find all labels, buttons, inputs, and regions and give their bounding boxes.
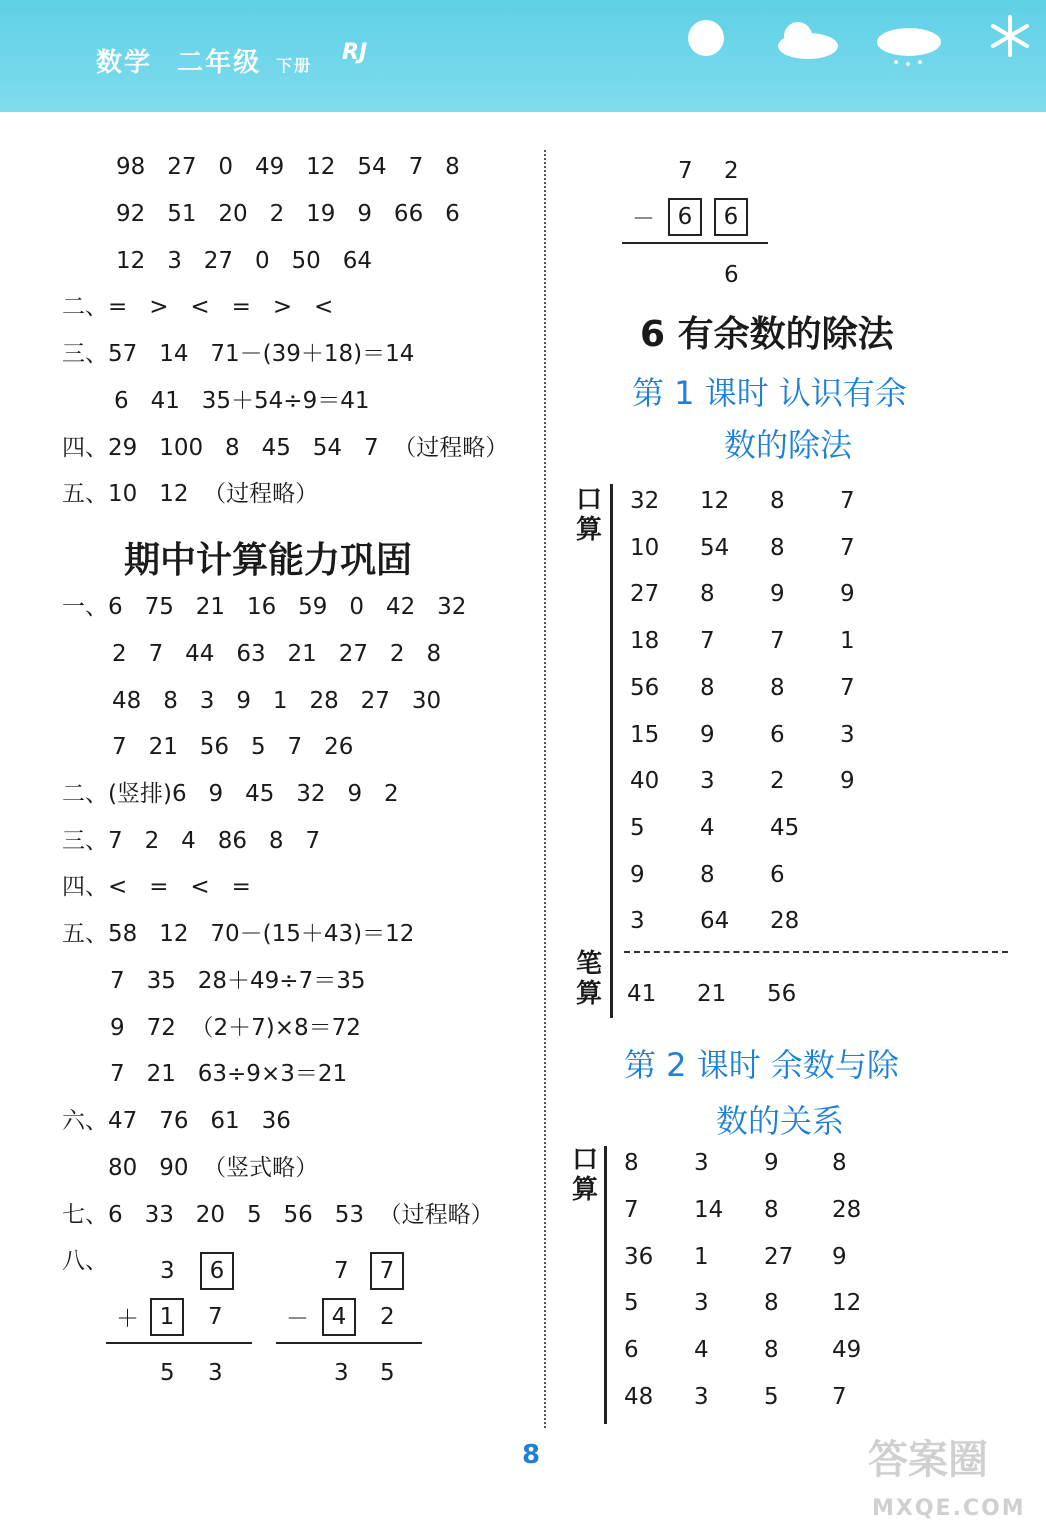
table-cell: 9 xyxy=(832,1243,847,1270)
table-cell: 8 xyxy=(700,581,715,608)
table-cell: 27 xyxy=(630,581,660,608)
answer-row: 四、29 100 8 45 54 7 （过程略） xyxy=(62,435,509,461)
table-cell: 2 xyxy=(770,768,785,795)
table-cell: 28 xyxy=(832,1196,862,1223)
table-cell: 3 xyxy=(840,721,855,748)
table-cell: 5 xyxy=(764,1384,779,1410)
rain-cloud-icon xyxy=(874,20,944,70)
answer-box: 4 xyxy=(322,1298,356,1336)
answer-row: 四、< = < = xyxy=(62,874,251,900)
column-divider xyxy=(544,150,546,1428)
label-char: 算 xyxy=(575,978,602,1009)
table-cell: 3 xyxy=(630,908,645,935)
unit-title: 6 有余数的除法 xyxy=(640,314,894,355)
page-header xyxy=(0,0,1046,112)
label-char: 口 xyxy=(571,1145,598,1175)
table-cell: 45 xyxy=(770,814,800,841)
calc-digit: 2 xyxy=(380,1304,395,1330)
table-cell: 7 xyxy=(700,628,715,655)
table-cell: 7 xyxy=(840,488,855,514)
snowflake-icon xyxy=(988,14,1032,58)
table-cell: 56 xyxy=(630,674,660,701)
calc-line xyxy=(276,1342,422,1344)
answer-row: 二、= > < = > < xyxy=(62,294,334,320)
sun-icon xyxy=(686,18,726,58)
calc-digit: 3 xyxy=(208,1360,223,1386)
answer-row: 9 72 （2＋7)×8＝72 xyxy=(110,1015,361,1041)
calc-digit: 7 xyxy=(334,1258,349,1284)
table-cell: 5 xyxy=(624,1290,639,1317)
calc-digit: 3 xyxy=(160,1258,175,1284)
answer-row: 48 8 3 9 1 28 27 30 xyxy=(112,688,442,714)
answer-row: 八、 xyxy=(62,1248,108,1274)
table-cell: 8 xyxy=(764,1337,779,1364)
volume-label: 下册 xyxy=(276,56,313,75)
table-cell: 8 xyxy=(624,1150,639,1176)
table-cell: 6 xyxy=(624,1337,639,1364)
table-cell: 6 xyxy=(770,861,785,888)
table-cell: 8 xyxy=(770,488,785,514)
table-cell: 9 xyxy=(770,581,785,608)
lesson-title: 数的关系 xyxy=(716,1102,845,1140)
table-divider xyxy=(604,1146,607,1424)
table-cell: 3 xyxy=(700,768,715,795)
oral-calc-label xyxy=(570,1146,600,1206)
table-cell: 7 xyxy=(840,674,855,701)
table-cell: 8 xyxy=(700,674,715,701)
answer-row: 7 21 63÷9×3＝21 xyxy=(110,1061,348,1087)
table-divider xyxy=(610,484,613,1018)
table-cell: 7 xyxy=(624,1196,639,1223)
table-cell: 7 xyxy=(770,628,785,655)
table-cell: 10 xyxy=(630,534,660,561)
answer-box: 6 xyxy=(714,198,748,236)
calc-digit: 7 xyxy=(678,158,693,184)
lesson-title: 第 2 课时 余数与除 xyxy=(624,1046,899,1084)
header-title xyxy=(96,42,312,79)
answer-row: 6 41 35＋54÷9＝41 xyxy=(114,388,370,414)
calc-digit: 7 xyxy=(208,1304,223,1330)
table-cell: 1 xyxy=(694,1243,709,1270)
label-char: 笔 xyxy=(575,949,602,979)
table-cell: 7 xyxy=(832,1384,847,1410)
calc-line xyxy=(106,1342,252,1344)
table-cell: 56 xyxy=(767,981,797,1007)
table-cell: 6 xyxy=(770,721,785,748)
table-cell: 49 xyxy=(832,1337,862,1364)
table-cell: 9 xyxy=(700,721,715,748)
calc-digit: 5 xyxy=(380,1360,395,1386)
label-char: 算 xyxy=(571,1174,598,1205)
answer-box: 6 xyxy=(200,1252,234,1290)
table-cell: 32 xyxy=(630,488,660,514)
lesson-title: 第 1 课时 认识有余 xyxy=(632,374,907,412)
table-cell: 8 xyxy=(764,1196,779,1223)
calc-operator: ＋ xyxy=(116,1306,139,1332)
answer-row: 六、47 76 61 36 xyxy=(62,1108,291,1134)
answer-row: 7 35 28＋49÷7＝35 xyxy=(110,968,366,994)
table-cell: 4 xyxy=(700,814,715,841)
calc-digit: 3 xyxy=(334,1360,349,1386)
cloud-sun-icon xyxy=(770,14,840,62)
watermark: 答案圈 xyxy=(868,1437,988,1483)
table-cell: 3 xyxy=(694,1384,709,1410)
table-cell: 12 xyxy=(832,1290,862,1317)
calc-operator: － xyxy=(632,206,655,232)
written-calc-label xyxy=(574,950,604,1010)
oral-calc-label xyxy=(574,486,604,546)
calc-digit: 6 xyxy=(724,262,739,288)
grade-label: 二年级 xyxy=(177,48,262,78)
dashed-separator xyxy=(624,951,1008,953)
edition-badge: RJ xyxy=(342,40,368,65)
answer-row: 80 90 （竖式略） xyxy=(108,1155,319,1181)
table-cell: 3 xyxy=(694,1290,709,1317)
label-char: 算 xyxy=(575,514,602,545)
table-cell: 48 xyxy=(624,1384,654,1410)
calc-line xyxy=(622,242,768,244)
table-cell: 5 xyxy=(630,814,645,841)
table-cell: 8 xyxy=(770,534,785,561)
table-cell: 21 xyxy=(697,981,727,1007)
table-cell: 18 xyxy=(630,628,660,655)
table-cell: 1 xyxy=(840,628,855,655)
label-char: 口 xyxy=(575,485,602,515)
watermark-url: MXQE.COM xyxy=(872,1496,1026,1521)
answer-row: 三、57 14 71－(39＋18)＝14 xyxy=(62,341,415,367)
lesson-title: 数的除法 xyxy=(724,426,853,464)
table-cell: 40 xyxy=(630,768,660,795)
section-title: 期中计算能力巩固 xyxy=(124,540,413,581)
subject-label: 数学 xyxy=(96,48,153,78)
calc-digit: 2 xyxy=(724,158,739,184)
answer-row: 92 51 20 2 19 9 66 6 xyxy=(116,201,460,227)
answer-box: 1 xyxy=(150,1298,184,1336)
answer-row: 七、6 33 20 5 56 53 （过程略） xyxy=(62,1202,494,1228)
calc-operator: － xyxy=(286,1306,309,1332)
table-cell: 7 xyxy=(840,534,855,561)
answer-row: 98 27 0 49 12 54 7 8 xyxy=(116,154,460,180)
table-cell: 8 xyxy=(764,1290,779,1317)
answer-row: 12 3 27 0 50 64 xyxy=(116,248,372,274)
table-cell: 41 xyxy=(627,981,657,1007)
table-cell: 54 xyxy=(700,534,730,561)
table-cell: 9 xyxy=(764,1150,779,1176)
table-cell: 8 xyxy=(770,674,785,701)
answer-row: 二、(竖排)6 9 45 32 9 2 xyxy=(62,781,399,807)
table-cell: 8 xyxy=(832,1150,847,1176)
table-cell: 3 xyxy=(694,1150,709,1176)
table-cell: 15 xyxy=(630,721,660,748)
table-cell: 9 xyxy=(840,581,855,608)
table-cell: 9 xyxy=(630,861,645,888)
table-cell: 4 xyxy=(694,1337,709,1364)
table-cell: 36 xyxy=(624,1243,654,1270)
answer-box: 7 xyxy=(370,1252,404,1290)
table-cell: 64 xyxy=(700,908,730,935)
answer-row: 五、10 12 （过程略） xyxy=(62,481,319,507)
answer-row: 一、6 75 21 16 59 0 42 32 xyxy=(62,594,467,620)
table-cell: 12 xyxy=(700,488,730,514)
page-number: 8 xyxy=(522,1440,541,1470)
answer-row: 五、58 12 70－(15＋43)＝12 xyxy=(62,921,415,947)
table-cell: 9 xyxy=(840,768,855,795)
table-cell: 8 xyxy=(700,861,715,888)
answer-row: 三、7 2 4 86 8 7 xyxy=(62,828,321,854)
answer-box: 6 xyxy=(668,198,702,236)
answer-row: 7 21 56 5 7 26 xyxy=(112,734,354,760)
table-cell: 28 xyxy=(770,908,800,935)
table-cell: 27 xyxy=(764,1243,794,1270)
answer-row: 2 7 44 63 21 27 2 8 xyxy=(112,641,442,667)
calc-digit: 5 xyxy=(160,1360,175,1386)
table-cell: 14 xyxy=(694,1196,724,1223)
